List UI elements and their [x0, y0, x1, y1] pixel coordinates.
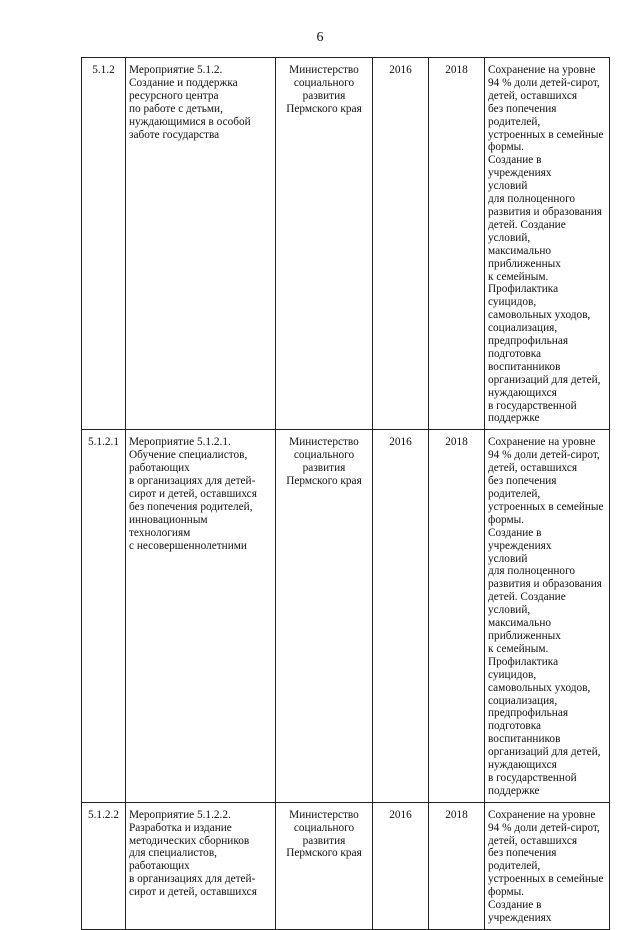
start-year-cell: 2016 — [373, 430, 429, 802]
event-description-cell: Мероприятие 5.1.2. Создание и поддержка ресурсного центра по работе с детьми, нуждающимися в особой заботе государства — [126, 58, 276, 430]
event-description-cell: Мероприятие 5.1.2.1. Обучение специалистов, работающих в организациях для детей- сирот и детей, оставшихся без попечения родителей, инновационным технологиям с несовершеннолетними — [126, 430, 276, 802]
expected-result-cell: Сохранение на уровне 94 % доли детей-сирот, детей, оставшихся без попечения родителей, устроенных в семейные формы. Создание в учреждениях условий для полноценного развития и образования детей. Создание условий, максимально приближенных к семейным. Профилактика суицидов, самовольных уходов, социализация, предпрофильная подготовка воспитанников организаций для детей, нуждающихся в государственной поддержке — [485, 58, 610, 430]
start-year-cell: 2016 — [373, 58, 429, 430]
measures-table — [81, 57, 610, 930]
item-number-cell: 5.1.2.2 — [82, 802, 126, 929]
executor-cell: Министерство социального развития Пермского края — [276, 430, 373, 802]
executor-cell: Министерство социального развития Пермского края — [276, 802, 373, 929]
end-year-cell: 2018 — [429, 802, 485, 929]
executor-cell: Министерство социального развития Пермского края — [276, 58, 373, 430]
table-row — [82, 430, 610, 802]
expected-result-cell: Сохранение на уровне 94 % доли детей-сирот, детей, оставшихся без попечения родителей, устроенных в семейные формы. Создание в учреждениях условий для полноценного развития и образования детей. Создание условий, максимально приближенных к семейным. Профилактика суицидов, самовольных уходов, социализация, предпрофильная подготовка воспитанников организаций для детей, нуждающихся в государственной поддержке — [485, 430, 610, 802]
event-description-cell: Мероприятие 5.1.2.2. Разработка и издание методических сборников для специалистов, работающих в организациях для детей- сирот и детей, оставшихся — [126, 802, 276, 929]
end-year-cell: 2018 — [429, 58, 485, 430]
expected-result-cell: Сохранение на уровне 94 % доли детей-сирот, детей, оставшихся без попечения родителей, устроенных в семейные формы. Создание в учреждениях — [485, 802, 610, 929]
item-number-cell: 5.1.2 — [82, 58, 126, 430]
item-number-cell: 5.1.2.1 — [82, 430, 126, 802]
page-number: 6 — [316, 30, 324, 45]
table-row — [82, 802, 610, 929]
table-row — [82, 58, 610, 430]
end-year-cell: 2018 — [429, 430, 485, 802]
start-year-cell: 2016 — [373, 802, 429, 929]
